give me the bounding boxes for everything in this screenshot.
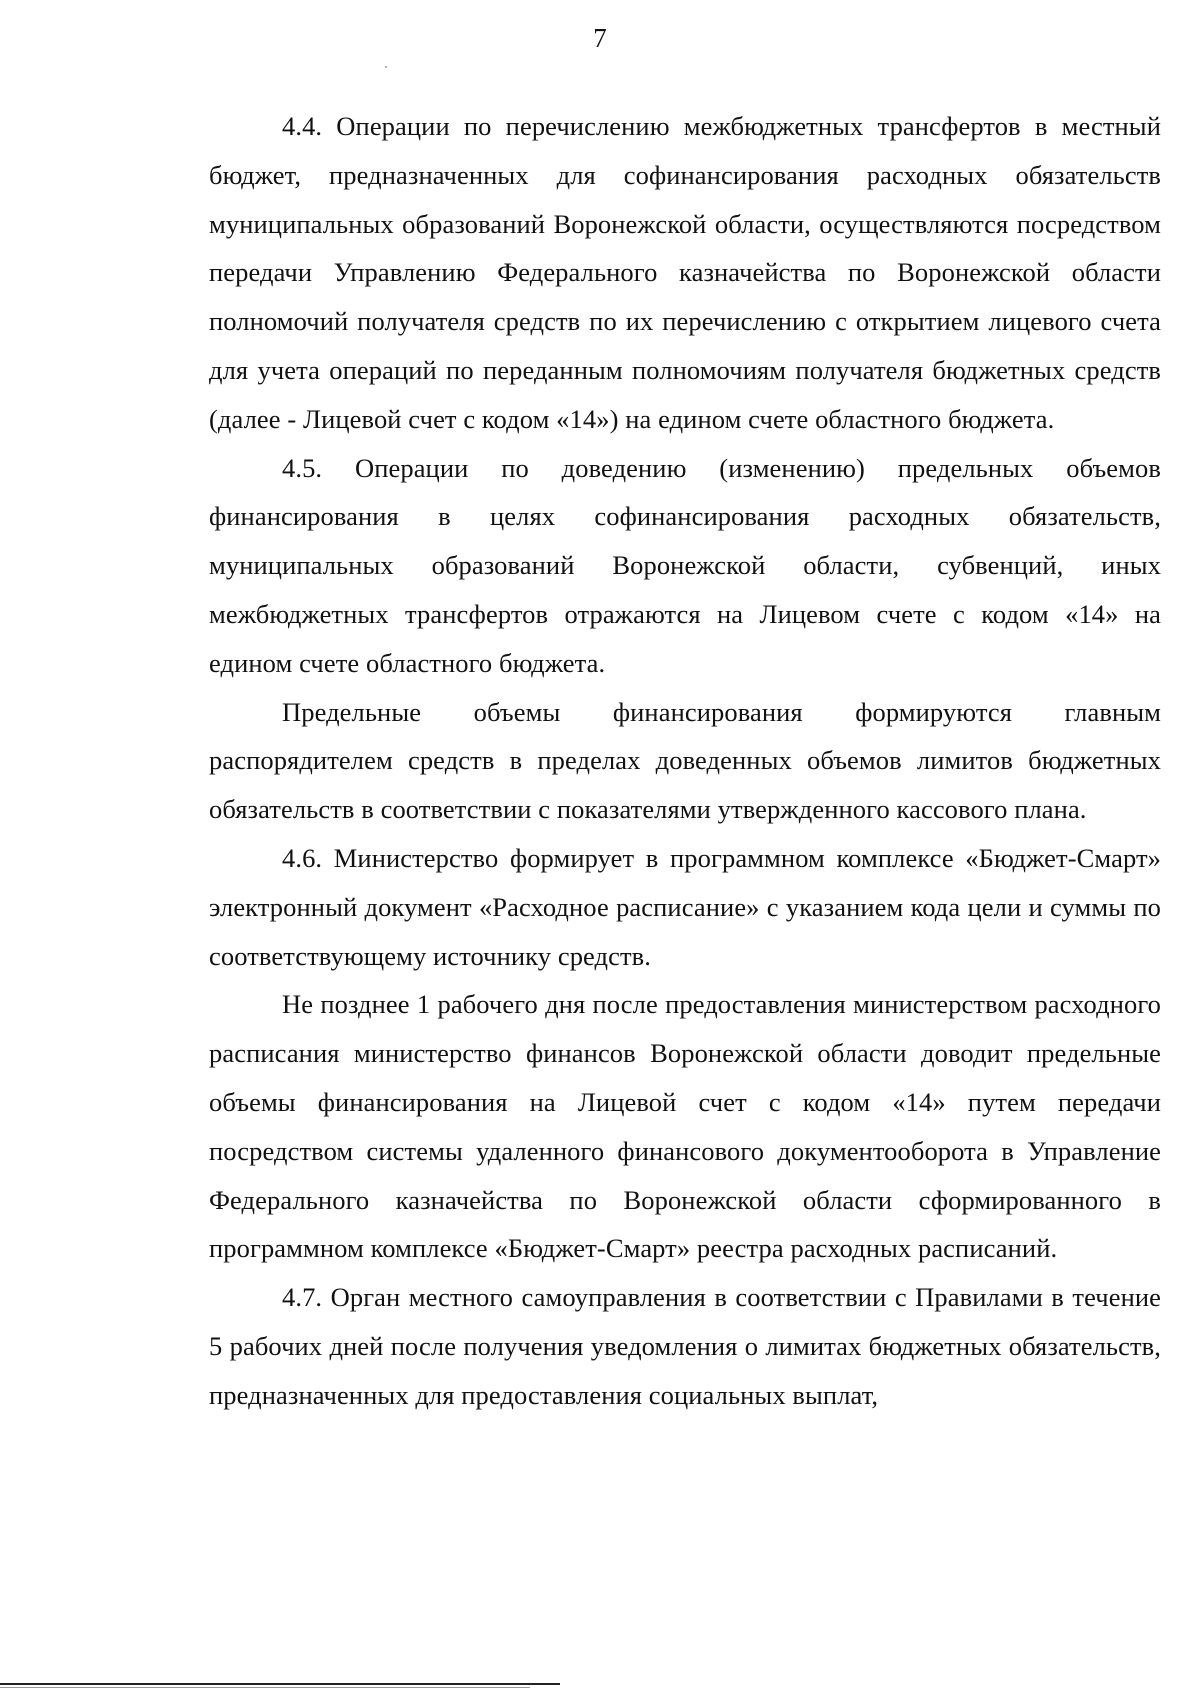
page-bottom-rule [0,1683,560,1685]
paragraph-4-6: 4.6. Министерство формирует в программном комплексе «Бюджет-Смарт» электронный документ «Расходное расписание» с указанием кода цели и суммы по соответствующему источнику средств. [209,842,1161,971]
paragraph-4-7: 4.7. Орган местного самоуправления в соответствии с Правилами в течение 5 рабочих дней после получения уведомления о лимитах бюджетных обязательств, предназначенных для предоставления социальных выплат, [209,1282,1161,1410]
paragraph-4-5: 4.5. Операции по доведению (изменению) предельных объемов финансирования в целях софинансирования расходных обязательств, муниципальных образований Воронежской области, субвенций, иных межбюджетных трансфертов отражаются на Лицевом счете с кодом «14» на едином счете областного бюджета. [209,452,1161,678]
paragraph-deadline: Не позднее 1 рабочего дня после предоставления министерством расходного расписания министерство финансов Воронежской области доводит предельные объемы финансирования на Лицевой счет с кодом «14» путем передачи посредством системы удаленного финансового документооборота в Управление Федерального казначейства по Воронежской области сформированного в программном комплексе «Бюджет-Смарт» реестра расходных расписаний. [209,989,1161,1264]
scan-speck [385,66,387,68]
document-body [209,102,1161,1420]
paragraph-4-4: 4.4. Операции по перечислению межбюджетных трансфертов в местный бюджет, предназначенных для софинансирования расходных обязательств муниципальных образований Воронежской области, осуществляются посредством передачи Управлению Федерального казначейства по Воронежской области полномочий получателя средств по их перечислению с открытием лицевого счета для учета операций по переданным полномочиям получателя бюджетных средств (далее - Лицевой счет с кодом «14») на едином счете областного бюджета. [209,111,1161,434]
paragraph-limits: Предельные объемы финансирования формируются главным распорядителем средств в пределах доведенных объемов лимитов бюджетных обязательств в соответствии с показателями утвержденного кассового плана. [209,696,1161,825]
page-number: 7 [593,23,607,53]
page-bottom-rule-shadow [0,1687,530,1688]
